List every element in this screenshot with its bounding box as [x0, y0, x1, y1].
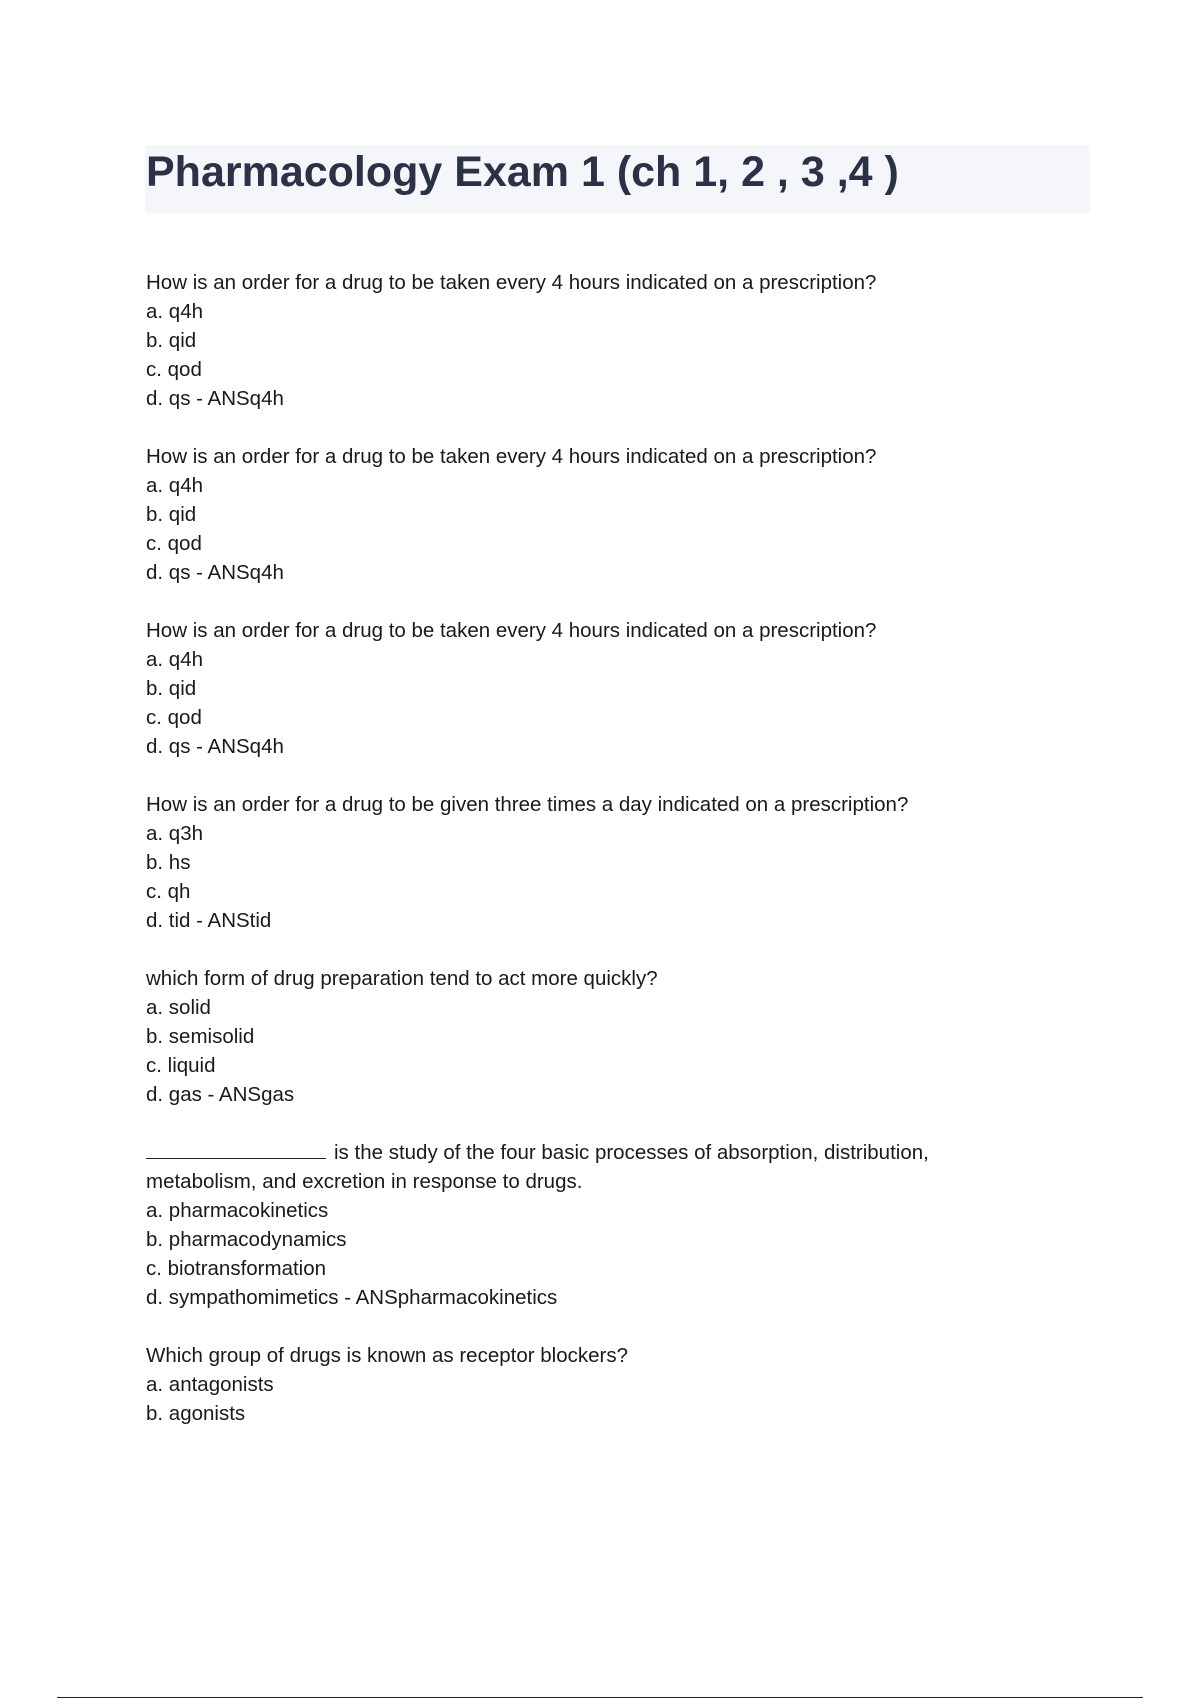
question-2: [146, 442, 1006, 587]
question-stem: How is an order for a drug to be taken every 4 hours indicated on a prescription?: [146, 271, 877, 294]
option-a: a. q3h: [146, 822, 203, 845]
page-title: Pharmacology Exam 1 (ch 1, 2 , 3 ,4 ): [146, 148, 899, 196]
question-stem-container: [146, 1138, 1006, 1196]
option-c: c. biotransformation: [146, 1257, 327, 1280]
question-stem: How is an order for a drug to be taken every 4 hours indicated on a prescription?: [146, 445, 877, 468]
question-list: [146, 268, 1006, 1457]
question-stem: Which group of drugs is known as receptor blockers?: [146, 1344, 628, 1367]
option-c: c. qod: [146, 706, 202, 729]
option-d: d. sympathomimetics - ANSpharmacokinetics: [146, 1286, 558, 1309]
footer-divider: [57, 1697, 1143, 1698]
fill-in-blank: [146, 1138, 326, 1159]
question-1: [146, 268, 1006, 413]
question-4: [146, 790, 1006, 935]
option-d: d. gas - ANSgas: [146, 1083, 295, 1106]
option-d: d. qs - ANSq4h: [146, 735, 284, 758]
question-7: [146, 1341, 1006, 1428]
option-c: c. liquid: [146, 1054, 216, 1077]
option-b: b. pharmacodynamics: [146, 1228, 347, 1251]
question-stem: is the study of the four basic processes of absorption, distribution, metabolism, and excretion in response to drugs.: [146, 1141, 929, 1193]
question-stem: How is an order for a drug to be given three times a day indicated on a prescription?: [146, 793, 909, 816]
option-d: d. qs - ANSq4h: [146, 387, 284, 410]
option-d: d. qs - ANSq4h: [146, 561, 284, 584]
question-5: [146, 964, 1006, 1109]
option-a: a. q4h: [146, 648, 203, 671]
question-3: [146, 616, 1006, 761]
option-a: a. q4h: [146, 474, 203, 497]
option-c: c. qod: [146, 532, 202, 555]
question-stem: How is an order for a drug to be taken every 4 hours indicated on a prescription?: [146, 619, 877, 642]
option-d: d. tid - ANStid: [146, 909, 272, 932]
option-a: a. antagonists: [146, 1373, 274, 1396]
option-c: c. qod: [146, 358, 202, 381]
option-c: c. qh: [146, 880, 191, 903]
option-b: b. qid: [146, 329, 197, 352]
question-stem: which form of drug preparation tend to act more quickly?: [146, 967, 658, 990]
option-a: a. q4h: [146, 300, 203, 323]
option-b: b. semisolid: [146, 1025, 255, 1048]
option-a: a. pharmacokinetics: [146, 1199, 329, 1222]
question-6: [146, 1138, 1006, 1312]
option-b: b. qid: [146, 503, 197, 526]
option-a: a. solid: [146, 996, 211, 1019]
option-b: b. agonists: [146, 1402, 246, 1425]
option-b: b. qid: [146, 677, 197, 700]
option-b: b. hs: [146, 851, 191, 874]
